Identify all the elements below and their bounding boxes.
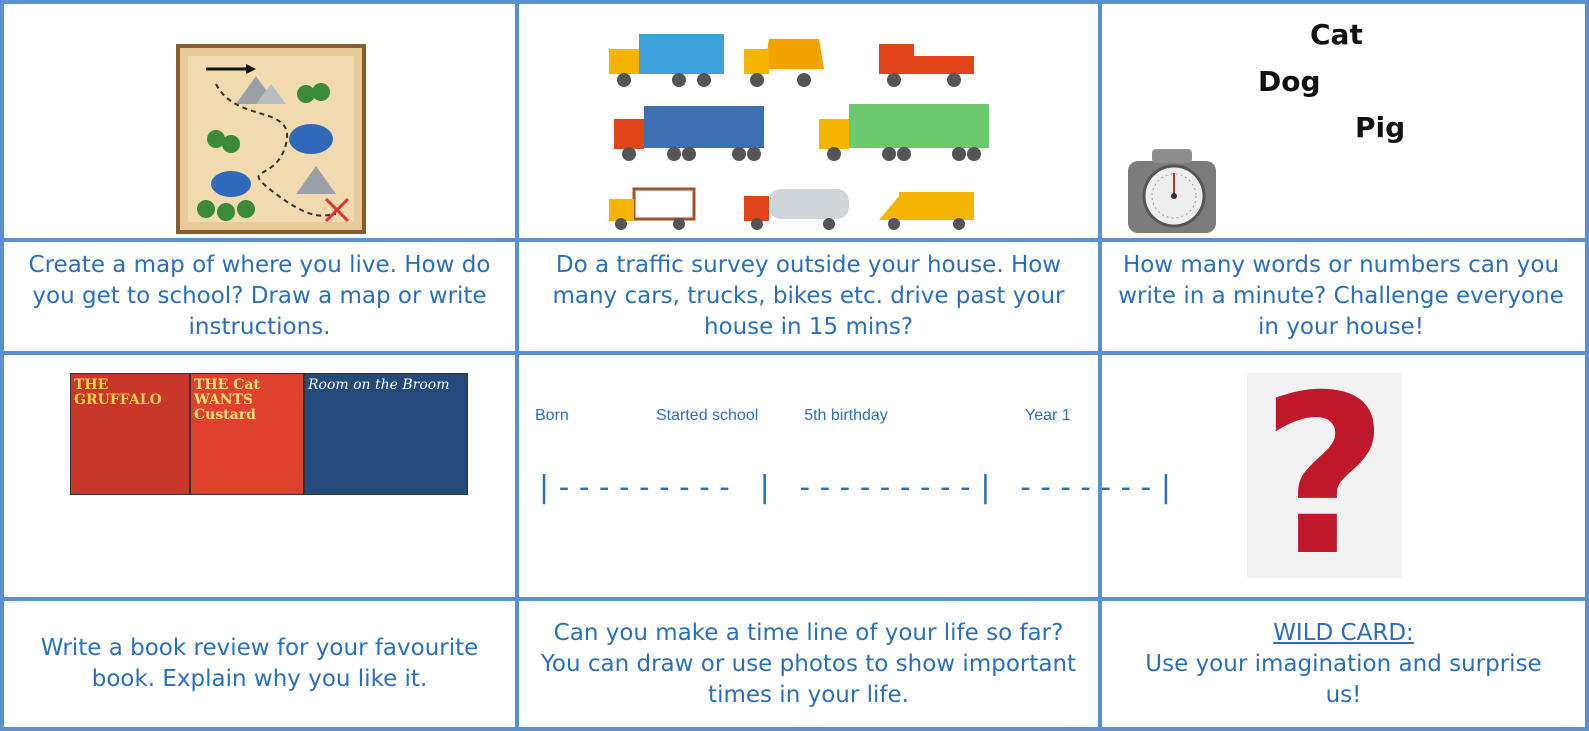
task-wildcard-cell [1100,599,1587,729]
word-cat: Cat [1310,18,1363,51]
wildcard-text: Use your imagination and surprise us! [1145,650,1542,708]
task-wildcard-block [1129,618,1559,711]
task-minute-cell [1100,240,1587,353]
map-picture-cell [2,2,517,240]
timeline-label-started-school: Started school [656,407,759,424]
book-cover-gruffalo [70,373,190,495]
book-title-room-broom: Room on the Broom [308,377,450,393]
task-minute-text: How many words or numbers can you write in a minute? Challenge everyone in your house! [1118,252,1564,340]
book-title-gruffalo: THE GRUFFALO [74,377,162,408]
task-timeline-text: Can you make a time line of your life so far? You can draw or use photos to show important times in your life. [540,619,1077,708]
book-cover-cat-custard [190,373,304,495]
books-picture-cell [2,353,517,599]
timeline-label-year-1: Year 1 [1025,407,1071,424]
kitchen-timer-icon [1122,141,1222,236]
task-book-review-cell [2,599,517,729]
wildcard-picture-cell [1100,347,1587,604]
timeline-label-born: Born [535,407,569,424]
wildcard-title: WILD CARD: [1273,619,1414,646]
task-map-text: Create a map of where you live. How do you get to school? Draw a map or write instructions. [28,252,491,340]
task-map-cell [2,240,517,353]
word-pig: Pig [1355,111,1406,144]
question-mark-icon: ? [1247,373,1402,578]
trucks-icon [609,24,1009,234]
timeline-bar: |--------- | ---------| -------| [535,470,1177,505]
words-timer-cell [1100,2,1587,240]
word-dog: Dog [1258,65,1321,98]
book-title-cat-custard: THE Cat WANTS Custard [194,377,260,423]
timeline-example-cell [517,353,1177,599]
trucks-picture-cell [517,2,1100,240]
task-traffic-cell [517,240,1100,353]
task-timeline-cell [517,599,1100,729]
book-cover-room-broom [304,373,468,495]
treasure-map-icon [176,44,366,234]
task-book-review-text: Write a book review for your favourite book. Explain why you like it. [40,635,479,692]
timeline-label-5th-birthday: 5th birthday [804,407,888,424]
task-traffic-text: Do a traffic survey outside your house. How many cars, trucks, bikes etc. drive past your house in 15 mins? [552,252,1065,340]
